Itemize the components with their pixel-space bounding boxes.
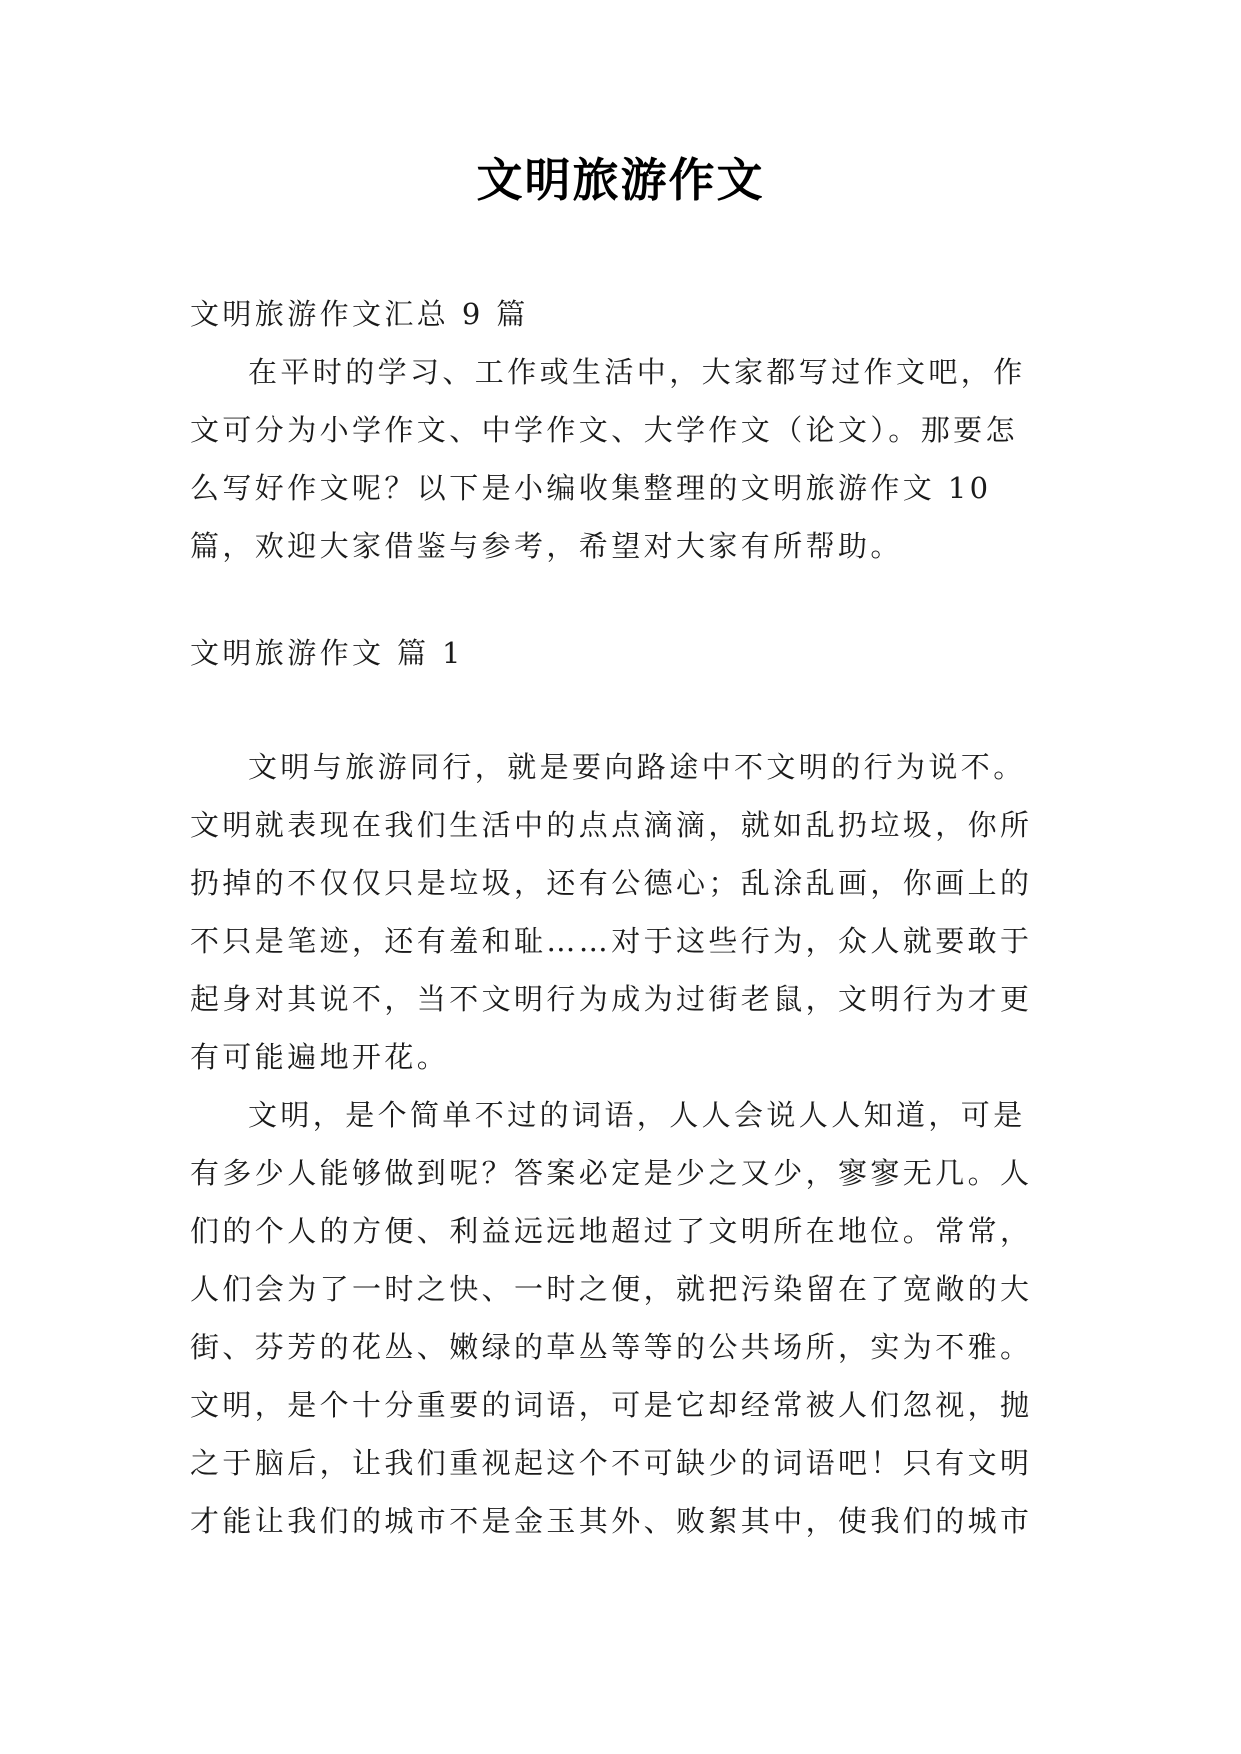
document-subtitle: 文明旅游作文汇总 9 篇 — [190, 297, 529, 331]
body-paragraph-2: 文明，是个简单不过的词语，人人会说人人知道，可是有多少人能够做到呢？答案必定是少之又少，寥寥无几。人们的个人的方便、利益远远地超过了文明所在地位。常常，人们会为了一时之快、一时之便，就把污染留在了宽敞的大街、芬芳的花丛、嫩绿的草丛等等的公共场所，实为不雅。文明，是个十分重要的词语，可是它却经常被人们忽视，抛之于脑后，让我们重视起这个不可缺少的词语吧！只有文明才能让我们的城市不是金玉其外、败絮其中，使我们的城市 — [190, 1098, 1033, 1538]
document-title: 文明旅游作文 — [476, 153, 765, 207]
intro-paragraph: 在平时的学习、工作或生活中，大家都写过作文吧，作文可分为小学作文、中学作文、大学作文（论文）。那要怎么写好作文呢？以下是小编收集整理的文明旅游作文 10 篇，欢迎大家借鉴与参考，希望对大家有所帮助。 — [190, 355, 1026, 563]
section-heading: 文明旅游作文 篇 1 — [190, 636, 464, 670]
document-body — [190, 285, 1050, 1550]
body-paragraph-1: 文明与旅游同行，就是要向路途中不文明的行为说不。文明就表现在我们生活中的点点滴滴，就如乱扔垃圾，你所扔掉的不仅仅只是垃圾，还有公德心；乱涂乱画，你画上的不只是笔迹，还有羞和耻……对于这些行为，众人就要敢于起身对其说不，当不文明行为成为过街老鼠，文明行为才更有可能遍地开花。 — [190, 750, 1033, 1074]
